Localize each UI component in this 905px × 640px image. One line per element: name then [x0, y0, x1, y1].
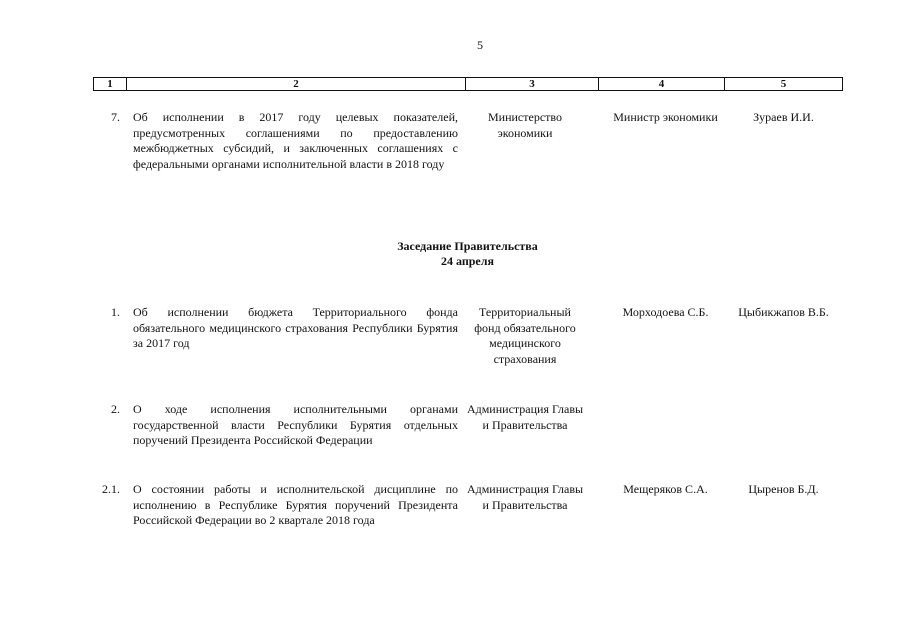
- column-header-table: [93, 77, 843, 91]
- section-heading: [93, 239, 842, 269]
- item-number: 2.: [111, 402, 120, 416]
- section-title: Заседание Правительства: [397, 239, 538, 253]
- item-organization: Министерство экономики: [488, 110, 562, 140]
- item-responsible: Морходоева С.Б.: [622, 305, 709, 319]
- item-organization: Администрация Главы и Правительства: [466, 482, 584, 512]
- column-header-1: 1: [94, 78, 127, 91]
- item-number: 1.: [111, 305, 120, 319]
- item-description: О ходе исполнения исполнительными органами государственной власти Республики Бурятия отдельных поручений Президента Российской Федерации: [133, 402, 458, 447]
- item-description: Об исполнении в 2017 году целевых показателей, предусмотренных соглашениями по предоставлению межбюджетных субсидий, и заключенных соглашениях с федеральными органами исполнительной власти в 2018 году: [133, 110, 458, 171]
- item-speaker: Зураев И.И.: [753, 110, 814, 124]
- column-header-2: 2: [127, 78, 466, 91]
- item-number: 2.1.: [102, 482, 120, 496]
- item-number: 7.: [111, 110, 120, 124]
- item-organization: Территориальный фонд обязательного медицинского страхования: [474, 305, 576, 366]
- item-speaker: Цыбикжапов В.Б.: [738, 305, 829, 319]
- column-header-3: 3: [466, 78, 599, 91]
- page-number: 5: [477, 38, 483, 52]
- item-organization: Администрация Главы и Правительства: [466, 402, 584, 432]
- section-date: 24 апреля: [441, 254, 494, 268]
- item-speaker: Цыренов Б.Д.: [748, 482, 819, 496]
- item-description: О состоянии работы и исполнительской дисциплине по исполнению в Республике Бурятия поручений Президента Российской Федерации во 2 квартале 2018 года: [133, 482, 458, 527]
- item-responsible: Мещеряков С.А.: [623, 482, 708, 496]
- column-header-4: 4: [599, 78, 725, 91]
- column-header-row: [94, 78, 843, 91]
- item-responsible: Министр экономики: [613, 110, 718, 124]
- column-header-5: 5: [725, 78, 843, 91]
- item-description: Об исполнении бюджета Территориального фонда обязательного медицинского страхования Республики Бурятия за 2017 год: [133, 305, 458, 350]
